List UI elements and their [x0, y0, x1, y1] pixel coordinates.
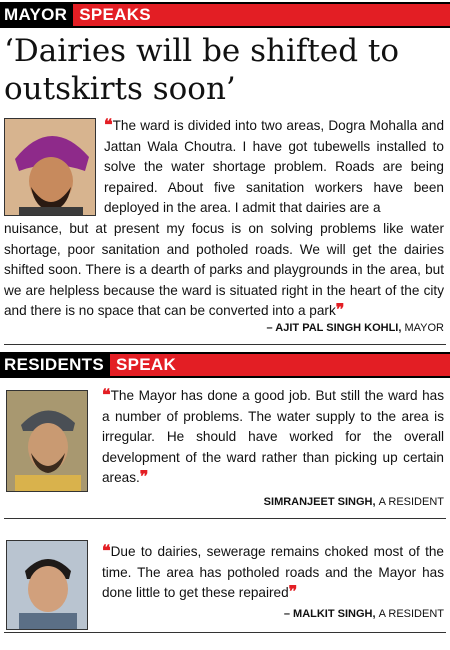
- resident1-name: SIMRANJEET SINGH,: [263, 496, 376, 508]
- resident2-portrait-icon: [7, 541, 88, 630]
- mayor-quote-text-2: nuisance, but at present my focus is on solving problems like water shortage, poor sanitation and potholed roads. We will get the dairies shifted soon. There is a dearth of parks and playgrounds in the area, but we are helpless because the ward is situated right in the heart of the city and there is no space that can be converted into a park: [4, 221, 444, 318]
- banner-word-mayor: MAYOR: [0, 4, 73, 26]
- close-quote-icon: ❞: [335, 300, 345, 319]
- open-quote-icon: ❝: [102, 385, 111, 404]
- mayor-attribution: [267, 322, 444, 334]
- residents-speak-banner: [0, 352, 450, 378]
- divider: [4, 344, 446, 345]
- open-quote-icon: ❝: [104, 115, 113, 134]
- resident1-quote-text: The Mayor has done a good job. But still the ward has a number of problems. The water supply to the area is irregular. He should have worked for the overall development of the ward rather than picking up certain areas.: [102, 388, 444, 485]
- banner-word-speak: SPEAK: [110, 354, 450, 376]
- mayor-portrait-icon: [5, 119, 96, 216]
- resident1-attribution: [264, 496, 444, 508]
- resident2-photo: [6, 540, 88, 630]
- resident2-name: – MALKIT SINGH,: [283, 608, 376, 620]
- headline: ‘Dairies will be shifted to outskirts soon’: [4, 33, 400, 107]
- mayor-role: MAYOR: [404, 322, 444, 334]
- mayor-quote-part2: [4, 219, 444, 322]
- resident1-role: A RESIDENT: [378, 496, 444, 508]
- resident2-role: A RESIDENT: [378, 608, 444, 620]
- mayor-quote-part1: [104, 116, 444, 219]
- banner-word-residents: RESIDENTS: [0, 354, 110, 376]
- resident2-quote: [102, 542, 444, 604]
- resident2-attribution: [284, 608, 444, 620]
- close-quote-icon: ❞: [288, 582, 298, 601]
- mayor-quote-text-1: The ward is divided into two areas, Dogra Mohalla and Jattan Wala Choutra. I have got tubewells installed to solve the water shortage problem. Roads are being repaired. About five sanitation workers have been deployed in the area. I admit that dairies are a: [104, 118, 444, 215]
- mayor-speaks-banner: [0, 2, 450, 28]
- resident1-photo: [6, 390, 88, 492]
- resident1-quote: [102, 386, 444, 489]
- mayor-name: – AJIT PAL SINGH KOHLI,: [266, 322, 402, 334]
- resident2-quote-text: Due to dairies, sewerage remains choked most of the time. The area has potholed roads and the Mayor has done little to get these repaired: [102, 544, 444, 600]
- resident1-portrait-icon: [7, 391, 88, 492]
- divider: [4, 632, 446, 633]
- open-quote-icon: ❝: [102, 541, 111, 560]
- divider: [4, 518, 446, 519]
- banner-word-speaks: SPEAKS: [73, 4, 450, 26]
- close-quote-icon: ❞: [139, 467, 149, 486]
- mayor-photo: [4, 118, 96, 216]
